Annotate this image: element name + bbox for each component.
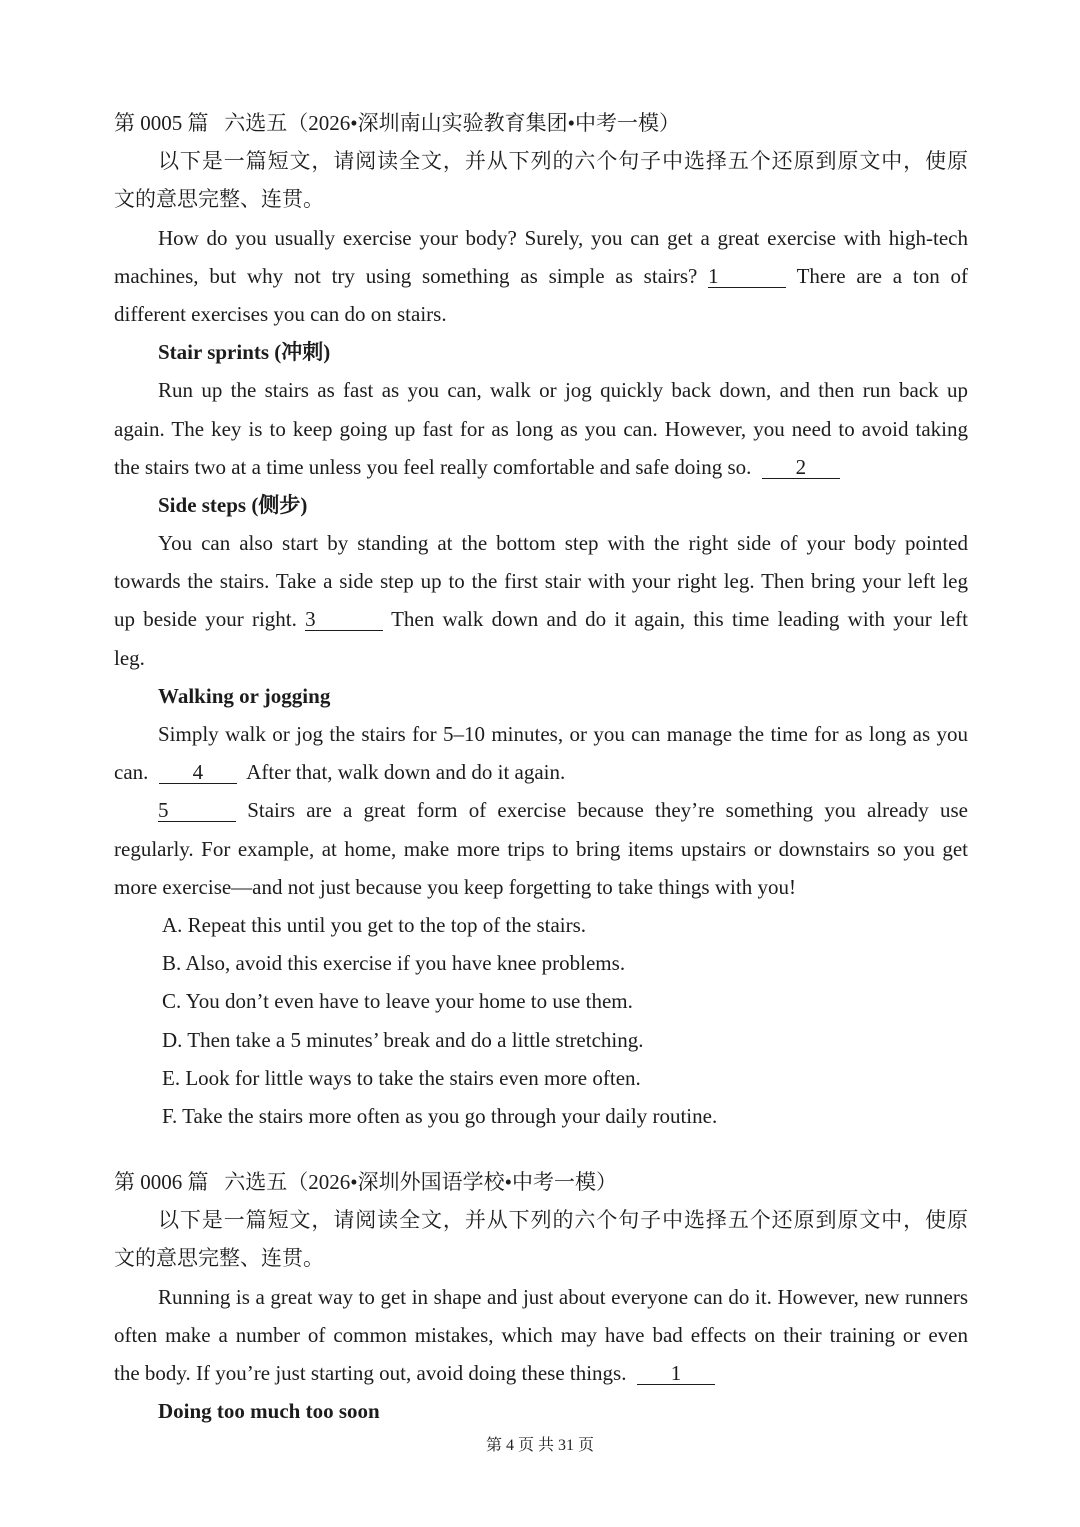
option-f: F. Take the stairs more often as you go through your daily routine. (162, 1103, 718, 1128)
section-title (114, 1163, 968, 1201)
instruction-line: 以下是一篇短文，请阅读全文，并从下列的六个句子中选择五个还原到原文中，使原 (158, 149, 968, 174)
answer-blank-1: 1 (637, 1362, 715, 1385)
paragraph-line: the body. If you’re just starting out, avoid doing these things. 1 (114, 1354, 968, 1392)
paragraph-line: machines, but why not try using something as simple as stairs? 1 There are a ton of (114, 263, 969, 288)
paragraph-line: towards the stairs. Take a side step up to the first stair with your right leg. Then bring your left leg (114, 569, 968, 594)
option-e: E. Look for little ways to take the stairs even more often. (162, 1065, 641, 1090)
section-gap (114, 1135, 968, 1163)
paragraph-line: up beside your right. 3 Then walk down and do it again, this time leading with your left (114, 607, 969, 632)
answer-blank-2: 2 (762, 456, 840, 479)
paragraph-line: again. The key is to keep going up fast for as long as you can. However, you need to avoid taking (114, 416, 968, 441)
instruction-line: 以下是一篇短文，请阅读全文，并从下列的六个句子中选择五个还原到原文中，使原 (158, 1208, 968, 1233)
subheading: Doing too much too soon (158, 1399, 380, 1424)
subheading: Stair sprints (冲刺) (158, 340, 331, 365)
paragraph-line: the stairs two at a time unless you feel really comfortable and safe doing so. 2 (114, 448, 968, 486)
section-type: 六选五 (224, 1170, 288, 1195)
section-source: （2026•深圳外国语学校•中考一模） (287, 1170, 617, 1195)
option-c: C. You don’t even have to leave your home to use them. (162, 989, 633, 1014)
paragraph-line: Running is a great way to get in shape and just about everyone can do it. However, new runners (158, 1284, 968, 1309)
section-source: （2026•深圳南山实验教育集团•中考一模） (287, 111, 680, 135)
answer-blank-4: 4 (159, 761, 237, 784)
paragraph-line: 5 Stairs are a great form of exercise because they’re something you already use (158, 798, 968, 823)
subheading: Walking or jogging (158, 683, 331, 708)
paragraph-line: How do you usually exercise your body? Surely, you can get a great exercise with high-tech (158, 225, 968, 250)
paragraph-line: can. 4 After that, walk down and do it again. (114, 760, 566, 785)
option-d: D. Then take a 5 minutes’ break and do a little stretching. (162, 1027, 644, 1052)
paragraph-line: leg. (114, 645, 145, 670)
answer-blank-1: 1 (708, 265, 786, 288)
paragraph-line: different exercises you can do on stairs. (114, 301, 447, 326)
paragraph-line: regularly. For example, at home, make more trips to bring items upstairs or downstairs so you get (114, 836, 968, 861)
paragraph-line: You can also start by standing at the bottom step with the right side of your body pointed (158, 531, 968, 556)
section-type: 六选五 (224, 111, 288, 135)
subheading: Side steps (侧步) (158, 492, 308, 517)
instruction-line: 文的意思完整、连贯。 (114, 187, 324, 212)
section-number: 第 0006 篇 (114, 1170, 209, 1195)
page-footer: 第 4 页 共 31 页 (485, 1437, 594, 1454)
instruction-line: 文的意思完整、连贯。 (114, 1246, 324, 1271)
option-b: B. Also, avoid this exercise if you have knee problems. (162, 951, 626, 976)
paragraph-line: Simply walk or jog the stairs for 5–10 minutes, or you can manage the time for as long as you (158, 722, 968, 746)
paragraph-line: often make a number of common mistakes, which may have bad effects on their training or even (114, 1322, 968, 1347)
section-title (114, 104, 968, 142)
section-number: 第 0005 篇 (114, 111, 209, 135)
answer-blank-3: 3 (305, 608, 383, 631)
answer-blank-5: 5 (158, 799, 236, 822)
document-page (114, 104, 968, 1430)
paragraph-line: more exercise—and not just because you keep forgetting to take things with you! (114, 874, 796, 899)
paragraph-line: Run up the stairs as fast as you can, walk or jog quickly back down, and then run back up (158, 378, 968, 403)
option-a: A. Repeat this until you get to the top of the stairs. (162, 912, 587, 937)
